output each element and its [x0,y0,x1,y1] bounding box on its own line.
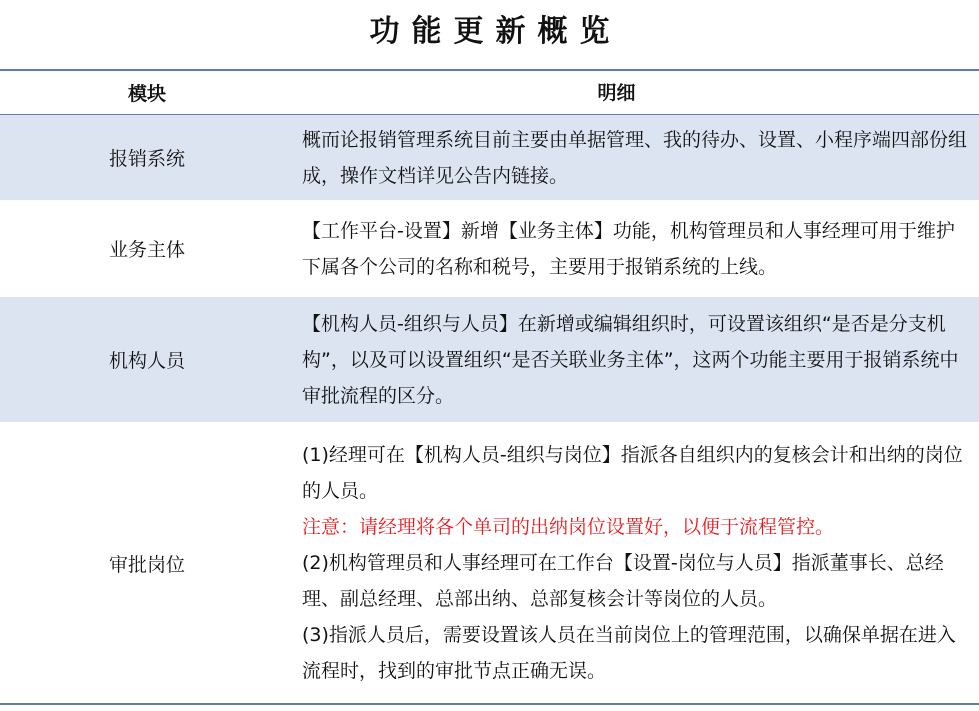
detail-text: 概而论报销管理系统目前主要由单据管理、我的待办、设置、小程序端四部份组成，操作文档详见公告内链接。 [302,128,968,187]
detail-text: 【机构人员-组织与人员】在新增或编辑组织时，可设置该组织“是否是分支机构”，以及可以设置组织“是否关联业务主体”，这两个功能主要用于报销系统中审批流程的区分。 [302,312,959,407]
table-row [0,297,979,423]
module-cell: 报销系统 [108,148,185,170]
detail-text: (2)机构管理员和人事经理可在工作台【设置-岗位与人员】指派董事长、总经理、副总经理、总部出纳、总部复核会计等岗位的人员。 [302,552,944,610]
page-title: 功能更新概览 [369,14,622,49]
detail-cell [294,297,979,422]
table-header-row [0,71,979,115]
module-cell: 机构人员 [108,350,185,372]
feature-table [0,69,979,705]
module-cell: 审批岗位 [108,553,185,576]
detail-cell [294,201,979,296]
column-header-detail: 明细 [597,81,636,104]
detail-text: (3)指派人员后，需要设置该人员在当前岗位上的管理范围，以确保单据在进入流程时，找到的审批节点正确无误。 [302,624,956,682]
column-header-module: 模块 [127,83,166,105]
warning-text: 注意：请经理将各个单司的出纳岗位设置好，以便于流程管控。 [302,516,835,538]
detail-cell [294,115,979,200]
detail-text: 【工作平台-设置】新增【业务主体】功能，机构管理员和人事经理可用于维护下属各个公司的名称和税号，主要用于报销系统的上线。 [302,219,955,278]
table-row [0,423,979,703]
detail-text: (1)经理可在【机构人员-组织与岗位】指派各自组织内的复核会计和出纳的岗位的人员。 [302,444,963,502]
module-cell: 业务主体 [108,239,185,261]
table-row [0,201,979,297]
detail-cell [294,423,979,703]
table-row [0,115,979,201]
